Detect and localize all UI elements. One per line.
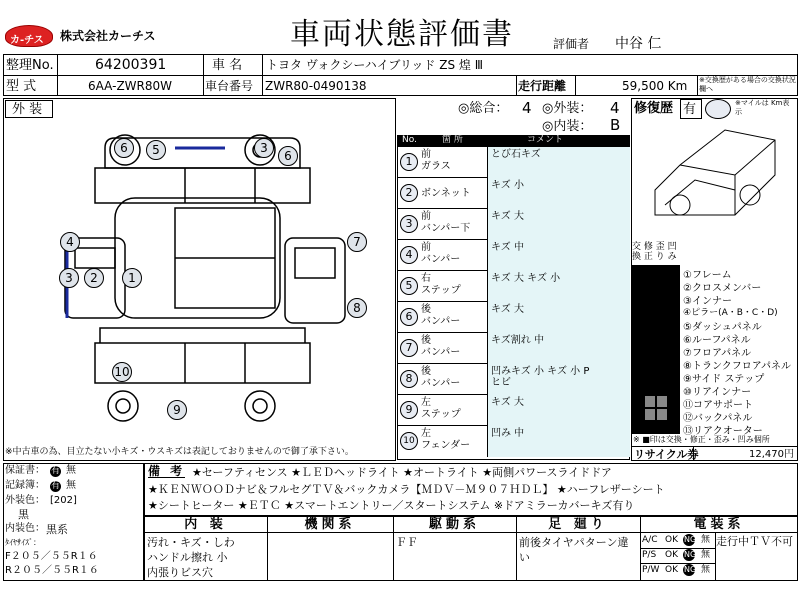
- mileage-note: ※交換歴がある場合の交換状況欄へ: [699, 76, 796, 93]
- document-title: 車両状態評価書: [290, 17, 514, 52]
- comment-row: 9 左 ステップ キズ 大: [397, 395, 630, 426]
- repair-history-value: 有: [680, 99, 702, 119]
- frame-part-label: ④ピラー(A・B・C・D): [683, 308, 778, 318]
- check-row: [632, 356, 682, 369]
- interior-score-label: ◎内装：: [542, 119, 593, 134]
- damage-mark: 4: [60, 232, 80, 252]
- damage-mark: 8: [347, 298, 367, 318]
- check-header: 交 修 歪 凹 換 正 り み: [632, 242, 677, 262]
- frame-part-label: ⑪コアサポート: [683, 400, 753, 411]
- katashiki-label: 型 式: [6, 79, 37, 94]
- comment-row: 1 前 ガラス とび石キズ: [397, 147, 630, 178]
- check-row: [632, 421, 682, 434]
- comment-row: 10 左 フェンダー 凹み 中: [397, 426, 630, 457]
- frame-part-label: ⑥ルーフパネル: [683, 335, 751, 346]
- frame-diagram: [635, 120, 795, 238]
- check-row: [632, 395, 682, 408]
- damage-mark: 3: [59, 268, 79, 288]
- damage-mark: 2: [84, 268, 104, 288]
- engine-section-title: 機関系: [304, 517, 356, 532]
- interior-color-label: 内装色：: [5, 523, 45, 534]
- seiri-number: 64200391: [95, 57, 167, 73]
- drive-section-title: 駆動系: [428, 517, 480, 532]
- damage-mark: 3: [254, 138, 274, 158]
- electrical-section-text: 走行中ＴＶ不可: [716, 535, 793, 548]
- frame-part-label: ⑧トランクフロアパネル: [683, 361, 791, 372]
- frame-part-label: ⑩リアインナー: [683, 387, 752, 398]
- remarks-line: ★シートヒーター ★ＥＴＣ ★スマートエントリー／スタートシステム ※ドアミラーカバーキズ有り: [148, 499, 635, 512]
- check-row: [632, 265, 682, 278]
- mileage-label: 走行距離: [518, 79, 567, 93]
- drive-section-text: ＦＦ: [396, 536, 418, 549]
- check-row: [632, 304, 682, 317]
- car-name: トヨタ ヴォクシーハイブリッド ZS 煌 Ⅲ: [266, 58, 483, 72]
- yes-mark-icon: 有: [50, 466, 60, 476]
- damage-mark: 9: [167, 400, 187, 420]
- color-name: 黒: [18, 508, 29, 521]
- damage-mark: 6: [114, 138, 134, 158]
- shadai-label: 車台番号: [205, 79, 254, 93]
- frame-part-label: ①フレーム: [683, 270, 732, 281]
- interior-section-title: 内 装: [184, 517, 227, 532]
- frame-part-label: ⑦フロアパネル: [683, 348, 752, 359]
- remarks-line: ★セーフティセンス ★ＬＥＤヘッドライト ★オートライト ★両側パワースライドドア: [192, 466, 612, 479]
- total-score-label: ◎総合：: [458, 101, 509, 116]
- total-score: 4: [522, 99, 532, 117]
- check-row: [632, 382, 682, 395]
- comment-row: 3 前 バンパー下 キズ 大: [397, 209, 630, 240]
- comment-row: 2 ボンネット キズ 小: [397, 178, 630, 209]
- damage-mark: 1: [122, 268, 142, 288]
- check-row: [632, 369, 682, 382]
- seiri-label: 整理No.: [6, 58, 54, 73]
- check-row: [632, 343, 682, 356]
- frame-part-label: ③インナー: [683, 296, 732, 307]
- company-logo: カ-チス: [5, 25, 53, 47]
- frame-part-label: ⑬リアクオーター: [683, 426, 763, 437]
- comment-row: 8 後 バンパー 凹みキズ 小 キズ 小 P ヒビ: [397, 364, 630, 395]
- shamei-label: 車 名: [212, 58, 243, 73]
- check-row: [632, 330, 682, 343]
- damage-mark: 7: [347, 232, 367, 252]
- frame-part-label: ⑤ダッシュパネル: [683, 322, 762, 333]
- check-row: [632, 278, 682, 291]
- frame-note: ※ ■印は交換・修正・歪み・凹み個所: [633, 435, 770, 444]
- comment-row: 5 右 ステップ キズ 大 キズ 小: [397, 271, 630, 302]
- interior-section-text: 汚れ・キズ・しわ ハンドル擦れ 小 内張りビス穴: [147, 536, 235, 579]
- interior-color: 黒系: [46, 523, 68, 536]
- tire-size-label: ﾀｲﾔｻｲｽﾞ：: [5, 538, 41, 547]
- meter-icon: [705, 99, 731, 119]
- kiroku-value: 無: [66, 480, 76, 491]
- tire-front: F２０５／５５R１６: [5, 551, 98, 562]
- mileage-value: 59,500 Km: [622, 79, 688, 93]
- exterior-score-label: ◎外装：: [542, 101, 593, 116]
- damage-mark: 5: [146, 140, 166, 160]
- frame-part-label: ②クロスメンバー: [683, 283, 762, 294]
- check-row: [632, 408, 682, 421]
- frame-part-label: ⑫バックパネル: [683, 413, 753, 424]
- exterior-score: 4: [610, 99, 620, 117]
- yes-mark-icon: 有: [50, 481, 60, 491]
- kiroku-label: 記録簿：: [5, 480, 45, 491]
- check-row: [632, 317, 682, 330]
- damage-mark: 10: [112, 362, 132, 382]
- gaiso-label: 外 装: [5, 100, 53, 118]
- meter-note: ※マイルは Km表示: [735, 99, 790, 116]
- evaluator-label: 評価者: [553, 37, 590, 51]
- electrical-section-title: 電装系: [693, 517, 745, 532]
- remarks-line: ★ＫＥＮＷＯＯＤナビ＆フルセグＴＶ＆バックカメラ【ＭＤＶ－Ｍ９０７ＨＤＬ】 ★ハーフレザーシート: [148, 483, 665, 496]
- electrical-checks: A/C OK NG 無 P/S OK NG 無 P/W OK NG 無: [641, 534, 715, 579]
- comment-table-header: No. 箇 所 コメント: [397, 135, 630, 147]
- damage-mark: 6: [278, 146, 298, 166]
- color-code: [202]: [50, 495, 77, 506]
- evaluator-name: 中谷 仁: [615, 36, 662, 52]
- color-label: 外装色：: [5, 495, 45, 506]
- hosho-value: 無: [66, 465, 76, 476]
- minor-scratch-note: ※中古車の為、目立たない小キズ・ウスキズは表記しておりませんので御了承下さい。: [5, 447, 354, 457]
- frame-part-label: ⑨サイド ステップ: [683, 374, 765, 385]
- remarks-label: 備 考: [148, 464, 186, 478]
- repair-history-label: 修復歴: [634, 101, 674, 116]
- model-code: 6AA-ZWR80W: [88, 79, 173, 93]
- tire-rear: R２０５／５５R１６: [5, 565, 99, 576]
- hosho-label: 保証書：: [5, 465, 45, 476]
- comment-row: 7 後 バンパー キズ割れ 中: [397, 333, 630, 364]
- comment-row: 6 後 バンパー キズ 大: [397, 302, 630, 333]
- comment-row: 4 前 バンパー キズ 中: [397, 240, 630, 271]
- company-name: 株式会社カーチス: [60, 29, 156, 43]
- suspension-section-title: 足 廻り: [548, 517, 608, 532]
- chassis-number: ZWR80-0490138: [265, 79, 367, 93]
- suspension-section-text: 前後タイヤパターン違 い: [519, 536, 629, 564]
- recycle-row: リサイクル券 12,470円: [631, 446, 798, 461]
- interior-score: B: [610, 116, 621, 134]
- check-row: [632, 291, 682, 304]
